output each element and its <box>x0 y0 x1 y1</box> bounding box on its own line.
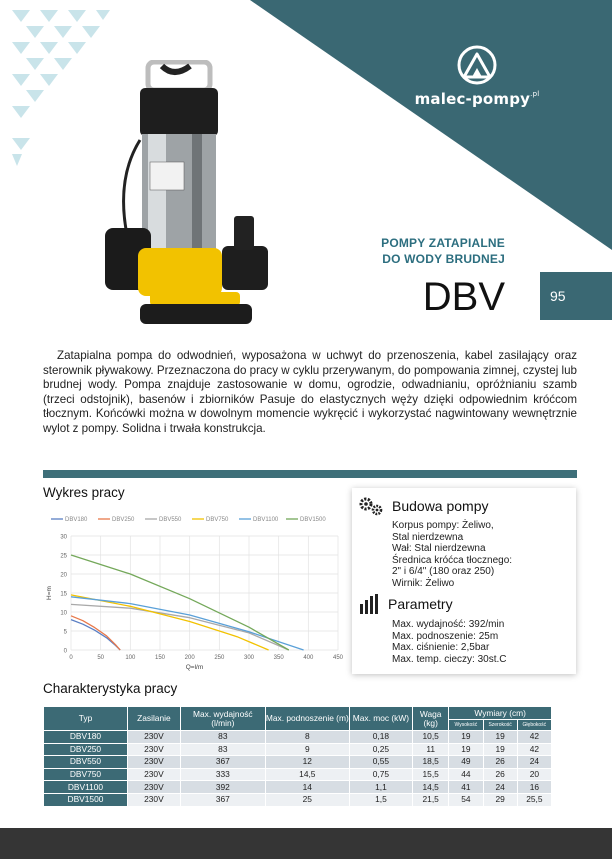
table-cell: 20 <box>517 768 551 781</box>
table-row <box>44 731 552 744</box>
col-header-zasilanie: Zasilanie <box>127 707 180 731</box>
x-tick-label: 0 <box>69 655 73 661</box>
table-cell: 42 <box>517 743 551 756</box>
x-tick-label: 400 <box>303 655 314 661</box>
table-cell: 0,25 <box>349 743 412 756</box>
y-tick-label: 25 <box>60 553 67 560</box>
x-tick-label: 100 <box>125 655 136 661</box>
col-header-wymiary: Wymiary (cm) <box>449 707 552 720</box>
param-line: Max. podnoszenie: 25m <box>392 630 499 642</box>
table-row <box>44 793 552 806</box>
table-cell: 0,55 <box>349 756 412 769</box>
table-cell: 14,5 <box>265 768 349 781</box>
table-cell: 15,5 <box>413 768 449 781</box>
build-line: Wał: Stal nierdzewna <box>392 543 486 555</box>
mountain-logo-icon <box>456 44 498 86</box>
legend-label: DBV1100 <box>253 517 279 523</box>
param-line: Max. wydajność: 392/min <box>392 619 505 630</box>
x-tick-label: 350 <box>273 655 284 661</box>
table-cell: 230V <box>127 756 180 769</box>
legend-label: DBV1500 <box>300 517 326 523</box>
table-row <box>44 781 552 794</box>
footer-bar <box>0 828 612 859</box>
x-axis-label: Q=l/m <box>185 664 204 671</box>
table-cell: 230V <box>127 793 180 806</box>
product-description: Zatapialna pompa do odwodnień, wyposażona w uchwyt do przenoszenia, kabel zasilający oraz sterownik pływakowy. Przeznaczona do pracy w cyklu przerywanym, do pompowania zimnej, czystej lub brudnej wody. Pompa znajduje zastosowanie w domu, ogrodzie, odwadnianiu, opróżnianiu szamb (trzeci odstojnik), basenów i zbiorników Pasuje do elastycznych węży dzięki odpowiednim króćcom tłocznym. Końcówki można w dowolnym momencie wykręcić i wykorzystać nagwintowany wewnętrznie wylot z pompy. Solidna i trwała konstrukcja. <box>43 349 577 435</box>
table-cell: 367 <box>180 756 265 769</box>
series-line <box>71 620 120 650</box>
teal-diagonal-band <box>250 0 612 250</box>
table-cell: 83 <box>180 731 265 744</box>
legend-label: DBV750 <box>206 517 229 523</box>
col-header-glebokosc: Głębokość <box>517 720 551 731</box>
table-section-title: Charakterystyka pracy <box>43 681 178 696</box>
table-cell: DBV1100 <box>44 781 128 794</box>
table-cell: 18,5 <box>413 756 449 769</box>
pump-image <box>100 60 280 335</box>
y-axis-label: H=m <box>46 586 53 600</box>
y-tick-label: 5 <box>63 629 67 636</box>
spec-panel <box>352 488 576 674</box>
triangle-pattern <box>12 10 110 166</box>
table-cell: 25 <box>265 793 349 806</box>
legend-label: DBV250 <box>112 517 135 523</box>
table-cell: 10,5 <box>413 731 449 744</box>
page-number: 95 <box>540 272 612 320</box>
table-cell: 19 <box>449 743 483 756</box>
gears-icon <box>358 496 384 516</box>
product-title: DBV <box>422 275 505 319</box>
table-row <box>44 743 552 756</box>
table-cell: 367 <box>180 793 265 806</box>
param-line: Max. temp. cieczy: 30st.C <box>392 653 507 665</box>
bar-chart-icon <box>358 594 380 614</box>
chart-section-title: Wykres pracy <box>43 485 125 500</box>
series-line <box>71 616 120 650</box>
x-tick-label: 200 <box>184 655 195 661</box>
table-cell: 14,5 <box>413 781 449 794</box>
x-tick-label: 50 <box>97 655 105 661</box>
table-row <box>44 756 552 769</box>
col-header-wydajnosc: Max. wydajność (l/min) <box>180 707 265 731</box>
table-cell: 8 <box>265 731 349 744</box>
table-cell: 24 <box>483 781 517 794</box>
x-tick-label: 150 <box>154 655 166 661</box>
table-cell: 41 <box>449 781 483 794</box>
table-cell: 9 <box>265 743 349 756</box>
table-cell: DBV250 <box>44 743 128 756</box>
col-header-waga: Waga (kg) <box>413 707 449 731</box>
table-cell: 21,5 <box>413 793 449 806</box>
col-header-podnoszenie: Max. podnoszenie (m) <box>265 707 349 731</box>
build-line: Wirnik: Żeliwo <box>392 577 455 589</box>
performance-chart <box>43 508 343 673</box>
table-cell: 392 <box>180 781 265 794</box>
table-cell: DBV180 <box>44 731 128 744</box>
table-cell: 230V <box>127 731 180 744</box>
product-subtitle: POMPY ZATAPIALNE DO WODY BRUDNEJ <box>381 236 505 266</box>
table-cell: 26 <box>483 756 517 769</box>
params-list <box>392 619 506 665</box>
table-cell: 12 <box>265 756 349 769</box>
brand-logo <box>382 44 572 108</box>
table-cell: 19 <box>483 731 517 744</box>
build-heading <box>358 496 489 516</box>
table-cell: DBV1500 <box>44 793 128 806</box>
param-line: Max. ciśnienie: 2,5bar <box>392 642 490 654</box>
table-cell: 230V <box>127 743 180 756</box>
table-cell: 19 <box>483 743 517 756</box>
series-line <box>71 604 289 650</box>
table-cell: 333 <box>180 768 265 781</box>
table-cell: DBV550 <box>44 756 128 769</box>
table-cell: 54 <box>449 793 483 806</box>
table-cell: 25,5 <box>517 793 551 806</box>
table-cell: 11 <box>413 743 449 756</box>
table-cell: 44 <box>449 768 483 781</box>
y-tick-label: 30 <box>60 534 67 541</box>
build-line: Korpus pompy: Żeliwo, <box>392 520 494 531</box>
y-tick-label: 20 <box>60 572 67 579</box>
table-cell: 1,1 <box>349 781 412 794</box>
build-title: Budowa pompy <box>392 498 489 514</box>
table-cell: 49 <box>449 756 483 769</box>
build-line: Stal nierdzewna <box>392 531 464 543</box>
y-tick-label: 15 <box>60 591 67 598</box>
table-cell: 0,18 <box>349 731 412 744</box>
build-list <box>392 520 512 590</box>
table-cell: 0,75 <box>349 768 412 781</box>
table-cell: 42 <box>517 731 551 744</box>
table-cell: 29 <box>483 793 517 806</box>
table-row <box>44 768 552 781</box>
build-line: Średnica króćca tłocznego: <box>392 554 513 566</box>
col-header-szerokosc: Szerokość <box>483 720 517 731</box>
build-line: 2" i 6/4" (180 oraz 250) <box>392 566 495 578</box>
spec-table <box>43 706 552 807</box>
x-tick-label: 300 <box>243 655 255 661</box>
table-cell: 14 <box>265 781 349 794</box>
table-cell: 230V <box>127 768 180 781</box>
table-cell: 26 <box>483 768 517 781</box>
table-cell: 1,5 <box>349 793 412 806</box>
col-header-typ: Typ <box>44 707 128 731</box>
y-tick-label: 10 <box>60 610 67 617</box>
table-cell: 16 <box>517 781 551 794</box>
params-heading <box>358 594 453 614</box>
table-cell: DBV750 <box>44 768 128 781</box>
x-tick-label: 250 <box>214 655 225 661</box>
legend-label: DBV180 <box>65 517 88 523</box>
col-header-moc: Max. moc (kW) <box>349 707 412 731</box>
col-header-wysokosc: Wysokość <box>449 720 483 731</box>
x-tick-label: 450 <box>332 655 343 661</box>
params-title: Parametry <box>388 596 453 612</box>
y-tick-label: 0 <box>63 648 67 655</box>
table-cell: 19 <box>449 731 483 744</box>
legend-label: DBV550 <box>159 517 182 523</box>
table-cell: 83 <box>180 743 265 756</box>
section-divider <box>43 470 577 478</box>
table-cell: 24 <box>517 756 551 769</box>
brand-name: malec-pompy$^{.pl}$ <box>414 90 540 108</box>
table-cell: 230V <box>127 781 180 794</box>
